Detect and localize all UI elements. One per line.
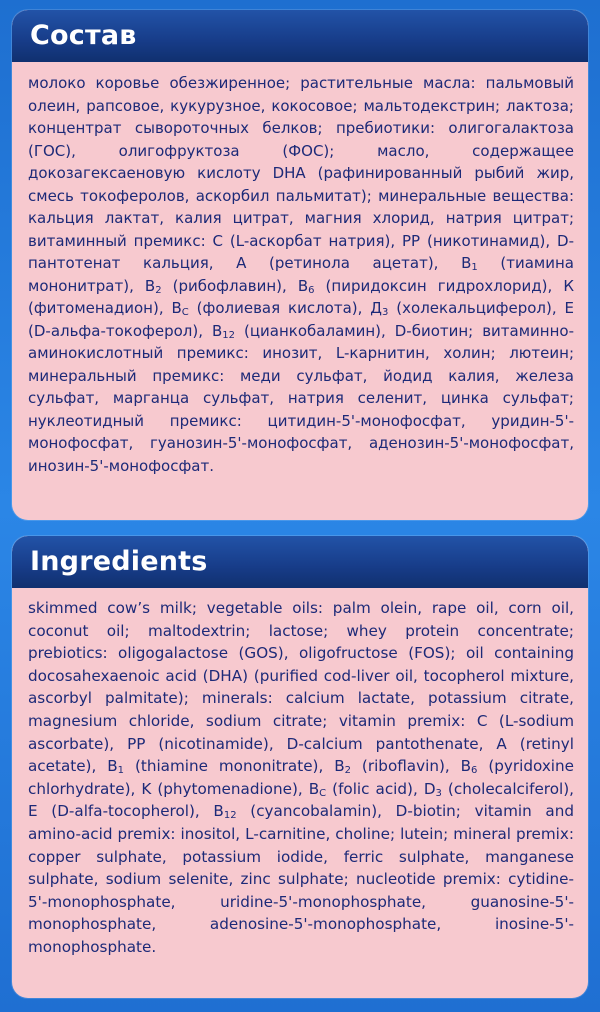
section-title: Ingredients — [30, 546, 208, 577]
section-header — [12, 10, 588, 62]
composition-panel-english — [12, 536, 588, 998]
section-header — [12, 536, 588, 588]
section-title: Состав — [30, 20, 137, 51]
ingredients-text: skimmed cow’s milk; vegetable oils: palm olein, rape oil, corn oil, coconut oil; maltodextrin; lactose; whey protein concentrate; prebiotics: oligogalactose (GOS), oligofructose (FOS); oil containing docosahexaenoic acid (DHA) (purified cod-liver oil, tocopherol mixture, ascorbyl palmitate); minerals: calcium lactate, potassium citrate, magnesium chloride, sodium citrate; vitamin premix: C (L-sodium ascorbate), PP (nicotinamide), D-calcium pantothenate, A (retinyl acetate), $B_1$ (thiamine mononitrate), $B_2$ (riboflavin), $B_6$ (pyridoxine chlorhydrate), K (phytomenadione), $B_C$ (folic acid), $D_3$ (cholecalciferol), E (D-alfa-tocopherol), $B_{12}$ (cyancobalamin), D-biotin; vitamin and amino-acid premix: inositol, L-carnitine, choline; lutein; mineral premix: copper sulphate, potassium iodide, ferric sulphate, manganese sulphate, sodium selenite, zinc sulphate; nucleotide premix: cytidine-5'-monophosphate, uridine-5'-monophosphate, guanosine-5'-monophosphate, adenosine-5'-monophosphate, inosine-5'-monophosphate. — [28, 599, 574, 956]
ingredients-text: молоко коровье обезжиренное; растительные масла: пальмовый олеин, рапсовое, кукурузное, кокосовое; мальтодекстрин; лактоза; концентрат сывороточных белков; пребиотики: олигогалактоза (ГОС), олигофруктоза (ФОС); масло, содержащее докозагексаеновую кислоту DHA (рафинированный рыбий жир, смесь токоферолов, аскорбил пальмитат); минеральные вещества: кальция лактат, калия цитрат, магния хлорид, натрия цитрат; витаминный премикс: С (L-аскорбат натрия), РР (никотинамид), D-пантотенат кальция, А (ретинола ацетат), $В_1$ (тиамина мононитрат), $В_2$ (рибофлавин), $В_6$ (пиридоксин гидрохлорид), К (фитоменадион), $В_С$ (фолиевая кислота), $Д_3$ (холекальциферол), Е (D-альфа-токоферол), $В_{12}$ (цианкобаламин), D-биотин; витаминно-аминокислотный премикс: инозит, L-карнитин, холин; лютеин; минеральный премикс: меди сульфат, йодид калия, железа сульфат, марганца сульфат, натрия селенит, цинка сульфат; нуклеотидный премикс: цитидин-5'-монофосфат, уридин-5'-монофосфат, гуанозин-5'-монофосфат, аденозин-5'-монофосфат, инозин-5'-монофосфат. — [28, 74, 574, 475]
composition-panel-russian — [12, 10, 588, 520]
